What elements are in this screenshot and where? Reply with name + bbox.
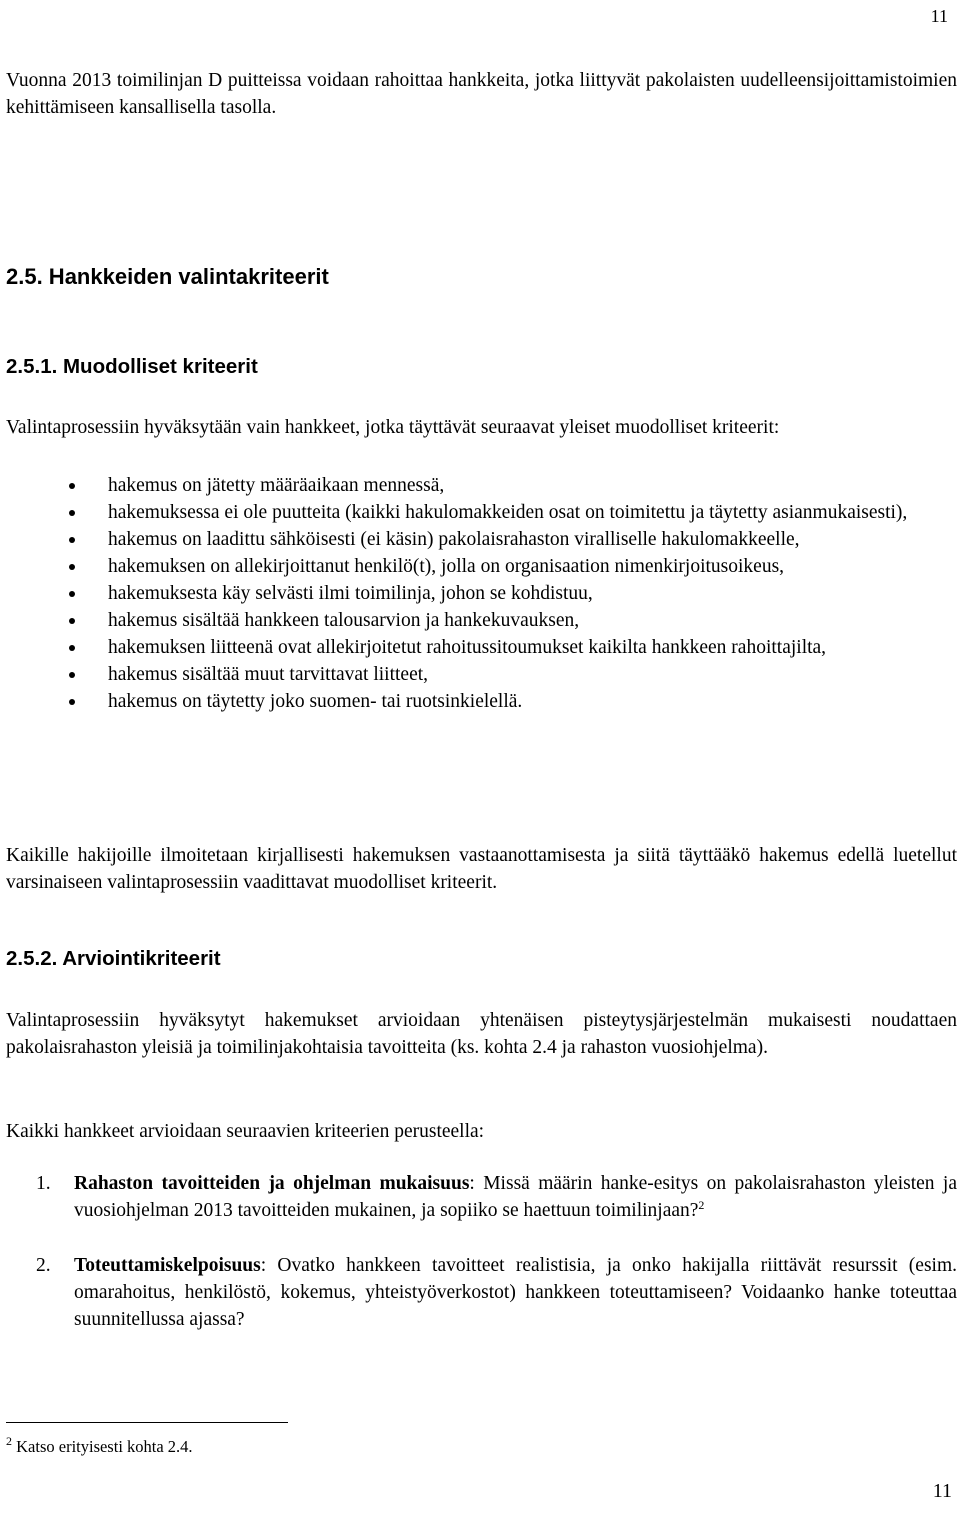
list-item-text: hakemuksesta käy selvästi ilmi toimilinja, johon se kohdistuu, bbox=[108, 583, 593, 604]
page-number-top: 11 bbox=[930, 6, 948, 26]
bullet-icon bbox=[69, 564, 75, 570]
bullet-icon bbox=[69, 537, 75, 543]
evaluation-intro: Valintaprosessiin hyväksytyt hakemukset arvioidaan yhtenäisen pisteytysjärjestelmän mukaisesti noudattaen pakolaisrahaston yleisiä ja toimilinjakohtaisia tavoitteita (ks. kohta 2.4 ja rahaston vuosiohjelma). bbox=[6, 1010, 957, 1058]
evaluation-lead: Kaikki hankkeet arvioidaan seuraavien kriteerien perusteella: bbox=[6, 1121, 485, 1142]
footnote bbox=[6, 1433, 193, 1460]
formal-criteria-intro: Valintaprosessiin hyväksytään vain hankkeet, jotka täyttävät seuraavat yleiset muodolliset kriteerit: bbox=[6, 417, 780, 438]
criterion-number: 2. bbox=[36, 1255, 51, 1276]
criterion-item bbox=[36, 1170, 957, 1224]
list-item bbox=[69, 472, 957, 499]
subsection-heading-evaluation: 2.5.2. Arviointikriteerit bbox=[6, 947, 221, 970]
list-item bbox=[69, 661, 957, 688]
bullet-icon bbox=[69, 483, 75, 489]
criterion-text: : Missä määrin hanke-esitys on pakolaisrahaston yleisten ja vuosiohjelman 2013 tavoitteiden mukainen, ja sopiiko se haettuun toimilinjaan? bbox=[74, 1173, 957, 1221]
list-item-text: hakemus on laadittu sähköisesti (ei käsin) pakolaisrahaston viralliselle hakulomakkeelle, bbox=[108, 529, 800, 550]
bullet-icon bbox=[69, 672, 75, 678]
footnote-text: Katso erityisesti kohta 2.4. bbox=[16, 1437, 193, 1456]
list-item-text: hakemuksen liitteenä ovat allekirjoitetut rahoitussitoumukset kaikilta hankkeen rahoittajilta, bbox=[108, 637, 827, 658]
criterion-text: : Ovatko hankkeen tavoitteet realistisia, ja onko hakijalla riittävät resurssit (esim. omarahoitus, henkilöstö, kokemus, yhteistyöverkostot) hankkeen toteuttamiseen? Voidaanko hanke toteuttaa suunnitellussa ajassa? bbox=[74, 1255, 957, 1330]
criterion-title: Rahaston tavoitteiden ja ohjelman mukaisuus bbox=[74, 1173, 470, 1194]
criterion-item bbox=[36, 1252, 957, 1333]
formal-criteria-closing: Kaikille hakijoille ilmoitetaan kirjallisesti hakemuksen vastaanottamisesta ja siitä täyttääkö hakemus edellä luetellut varsinaiseen valintaprosessiin vaadittavat muodolliset kriteerit. bbox=[6, 845, 957, 893]
formal-criteria-list bbox=[69, 472, 957, 715]
list-item bbox=[69, 580, 957, 607]
footnote-reference[interactable]: 2 bbox=[698, 1198, 705, 1212]
list-item-text: hakemus on täytetty joko suomen- tai ruotsinkielellä. bbox=[108, 691, 523, 712]
page-number-bottom: 11 bbox=[932, 1480, 952, 1502]
intro-paragraph: Vuonna 2013 toimilinjan D puitteissa voidaan rahoittaa hankkeita, jotka liittyvät pakolaisten uudelleensijoittamistoimien kehittämiseen kansallisella tasolla. bbox=[6, 70, 957, 118]
bullet-icon bbox=[69, 645, 75, 651]
bullet-icon bbox=[69, 699, 75, 705]
list-item bbox=[69, 553, 957, 580]
subsection-heading-formal: 2.5.1. Muodolliset kriteerit bbox=[6, 355, 258, 378]
footnote-marker: 2 bbox=[6, 1434, 12, 1448]
list-item-text: hakemuksessa ei ole puutteita (kaikki hakulomakkeiden osat on toimitettu ja täytetty asianmukaisesti), bbox=[108, 502, 908, 523]
list-item bbox=[69, 499, 957, 526]
section-heading: 2.5. Hankkeiden valintakriteerit bbox=[6, 264, 329, 289]
list-item bbox=[69, 634, 957, 661]
bullet-icon bbox=[69, 510, 75, 516]
bullet-icon bbox=[69, 618, 75, 624]
footnote-divider bbox=[6, 1422, 288, 1423]
evaluation-criteria-list bbox=[36, 1170, 957, 1333]
list-item bbox=[69, 688, 957, 715]
list-item bbox=[69, 607, 957, 634]
list-item-text: hakemus on jätetty määräaikaan mennessä, bbox=[108, 475, 445, 496]
list-item bbox=[69, 526, 957, 553]
list-item-text: hakemus sisältää hankkeen talousarvion ja hankekuvauksen, bbox=[108, 610, 580, 631]
criterion-title: Toteuttamiskelpoisuus bbox=[74, 1255, 261, 1276]
list-item-text: hakemus sisältää muut tarvittavat liitteet, bbox=[108, 664, 429, 685]
criterion-number: 1. bbox=[36, 1173, 51, 1194]
bullet-icon bbox=[69, 591, 75, 597]
list-item-text: hakemuksen on allekirjoittanut henkilö(t), jolla on organisaation nimenkirjoitusoikeus, bbox=[108, 556, 785, 577]
